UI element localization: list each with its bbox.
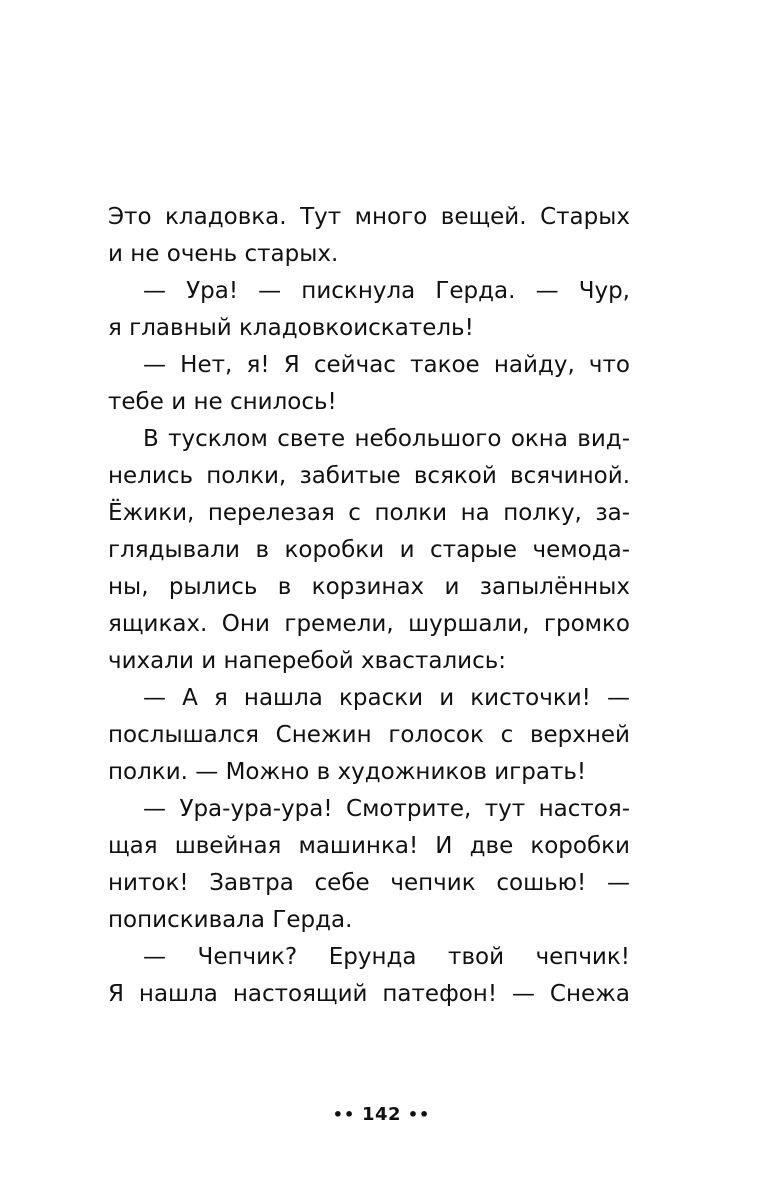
text-line: я главный кладовкоискатель!: [108, 315, 474, 341]
decorative-dots-right: ••: [407, 1105, 431, 1124]
text-line: полки. — Можно в художников играть!: [108, 759, 587, 785]
text-line: — Ура! — пискнула Герда. — Чур,: [143, 278, 630, 304]
text-line: нелись полки, забитые всякой всячиной.: [108, 463, 630, 489]
text-line: Ёжики, перелезая с полки на полку, за-: [108, 500, 630, 526]
text-line: — А я нашла краски и кисточки! —: [143, 685, 630, 711]
text-line: тебе и не снилось!: [108, 389, 337, 415]
text-line: послышался Снежин голосок с верхней: [108, 722, 630, 748]
text-line: щая швейная машинка! И две коробки: [108, 833, 630, 859]
text-line: — Чепчик? Ерунда твой чепчик!: [143, 944, 630, 970]
text-line: ниток! Завтра себе чепчик сошью! —: [108, 870, 630, 896]
text-line: Я нашла настоящий патефон! — Снежа: [108, 981, 630, 1007]
text-line: попискивала Герда.: [108, 907, 353, 933]
text-line: ны, рылись в корзинах и запылённых: [108, 574, 630, 600]
text-line: — Ура-ура-ура! Смотрите, тут настоя-: [143, 796, 630, 822]
body-text: [108, 199, 630, 1013]
text-line: глядывали в коробки и старые чемода-: [108, 537, 630, 563]
text-line: В тусклом свете небольшого окна вид-: [143, 426, 630, 452]
text-line: — Нет, я! Я сейчас такое найду, что: [143, 352, 630, 378]
page-number-footer: [0, 1104, 763, 1125]
text-line: ящиках. Они гремели, шуршали, громко: [108, 611, 630, 637]
page-number: 142: [361, 1104, 402, 1125]
text-line: и не очень старых.: [108, 241, 339, 267]
text-line: Это кладовка. Тут много вещей. Старых: [108, 204, 630, 230]
text-line: чихали и наперебой хвастались:: [108, 648, 507, 674]
decorative-dots-left: ••: [332, 1105, 356, 1124]
